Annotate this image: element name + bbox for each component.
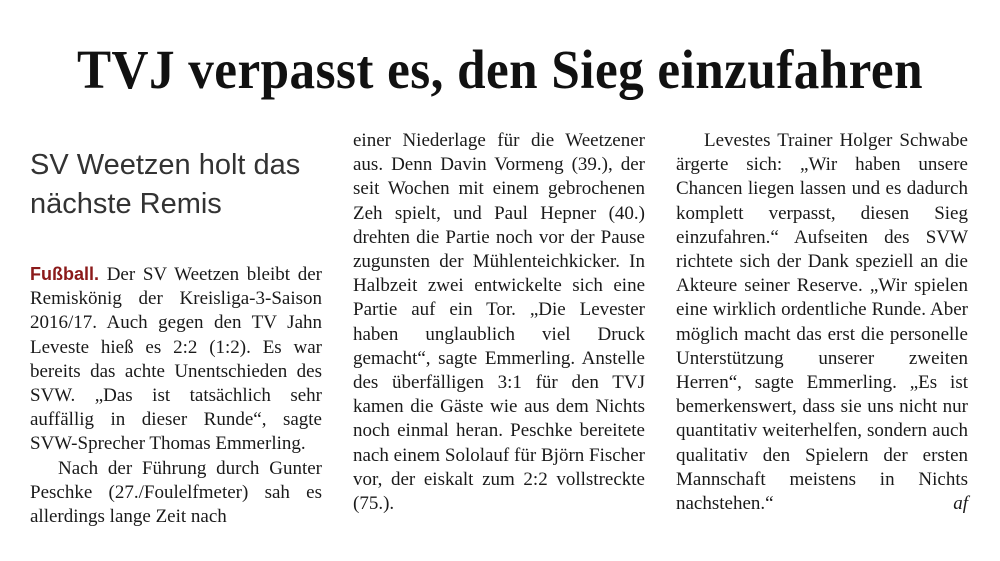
article-paragraph: Nach der Führung durch Gunter Peschke (27./Foulelfmeter) sah es allerdings lange Zeit nach — [30, 457, 322, 528]
article-subheadline: SV Weetzen holt das nächste Remis — [30, 149, 301, 220]
article-column-3 — [676, 129, 968, 516]
article-column-1 — [30, 262, 322, 529]
article-paragraph — [30, 262, 322, 457]
article-paragraph — [676, 129, 968, 516]
article-kicker: Fußball. — [30, 264, 99, 284]
article-column-2 — [353, 129, 645, 516]
author-initials: af — [953, 493, 968, 515]
paragraph-text: Der SV Weetzen bleibt der Remiskönig der Kreisliga-3-Saison 2016/17. Auch gegen den TV Jahn Leveste hieß es 2:2 (1:2). Es war bereits das achte Unentschieden des SVW. „Das ist tatsächlich sehr auffällig in dieser Runde“, sagte SVW-Sprecher Thomas Emmerling. — [30, 264, 322, 455]
article-paragraph: einer Niederlage für die Weetzener aus. Denn Davin Vormeng (39.), der seit Wochen mit einem gebrochenen Zeh spielt, und Paul Hepner (40.) drehten die Partie noch vor der Pause zugunsten der Mühlenteichkicker. In Halbzeit zwei entwickelte sich eine Partie auf ein Tor. „Die Levester haben unglaublich viel Druck gemacht“, sagte Emmerling. Anstelle des überfälligen 3:1 für den TVJ kamen die Gäste wie aus dem Nichts noch einmal heran. Peschke bereitete nach einem Sololauf für Björn Fischer vor, der eiskalt zum 2:2 vollstreckte (75.). — [353, 130, 645, 515]
article-headline: TVJ verpasst es, den Sieg einzufahren — [76, 39, 924, 100]
paragraph-text: Levestes Trainer Holger Schwabe ärgerte sich: „Wir haben unsere Chancen liegen lassen und es dadurch komplett verpasst, diesen Sieg einzufahren.“ Aufseiten des SVW richtete sich der Dank speziell an die Akteure seiner Reserve. „Wir spielen eine wirklich ordentliche Runde. Aber möglich macht das erst die personelle Unterstützung unserer zweiten Herren“, sagte Emmerling. „Es ist bemerkenswert, dass sie uns nicht nur quantitativ weiterhelfen, sondern auch qualitativ den Spielern der ersten Mannschaft meistens in Nichts nachstehen.“ — [676, 130, 968, 515]
